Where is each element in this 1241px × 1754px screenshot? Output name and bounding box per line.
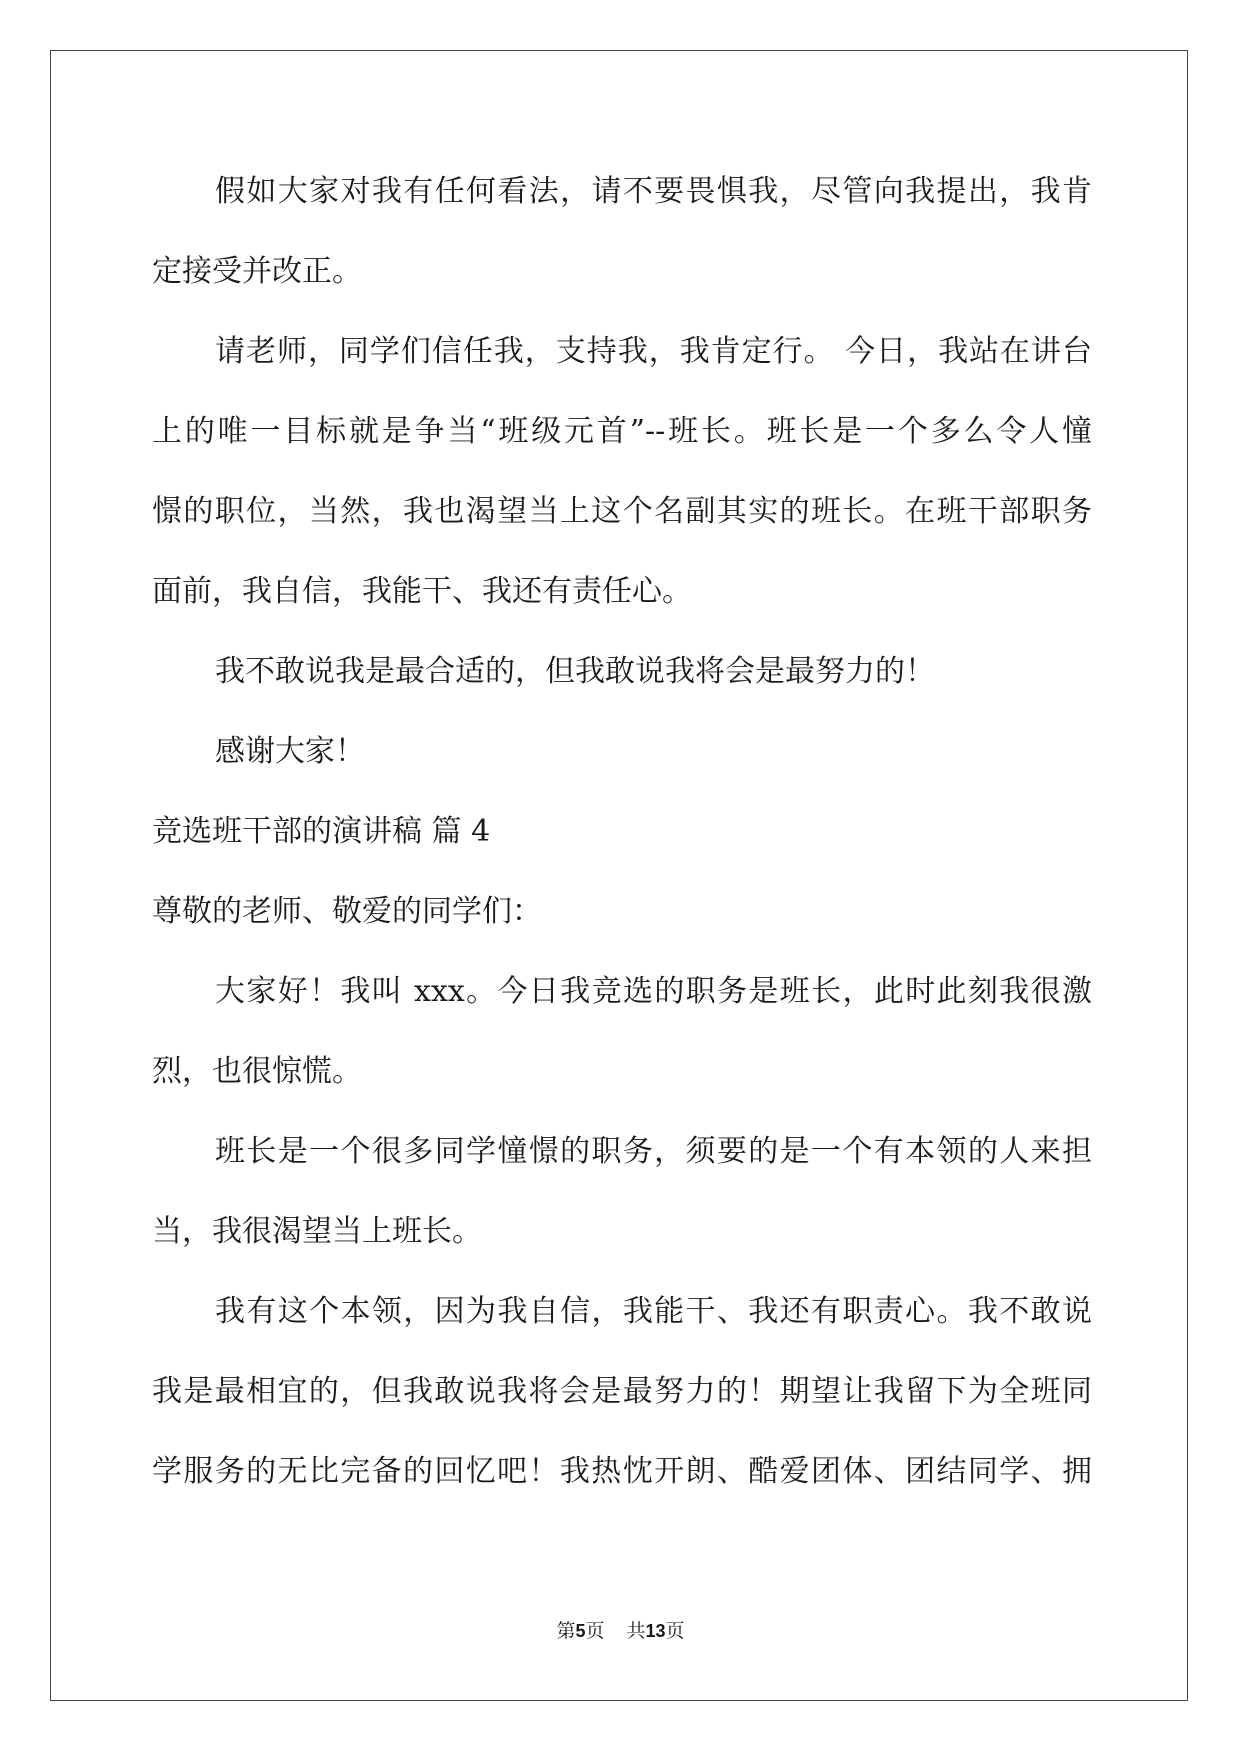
- paragraph-line: 大家好！我叫 xxx。今日我竞选的职务是班长，此时此刻我很激: [215, 974, 1092, 1009]
- paragraph-line: 学服务的无比完备的回忆吧！我热忱开朗、酷爱团体、团结同学、拥: [152, 1454, 1092, 1489]
- salutation: 尊敬的老师、敬爱的同学们：: [152, 894, 542, 929]
- page-current: 5: [575, 1621, 586, 1641]
- paragraph-line: 面前，我自信，我能干、我还有责任心。: [152, 574, 692, 609]
- total-suffix: 页: [665, 1620, 685, 1642]
- paragraph-line: 感谢大家！: [215, 734, 365, 769]
- page-prefix: 第: [556, 1620, 576, 1642]
- page-footer: [0, 1616, 1241, 1643]
- paragraph-line: 上的唯一目标就是争当“班级元首”--班长。班长是一个多么令人憧: [152, 414, 1092, 449]
- paragraph-line: 当，我很渴望当上班长。: [152, 1214, 482, 1249]
- paragraph-line: 班长是一个很多同学憧憬的职务，须要的是一个有本领的人来担: [215, 1134, 1092, 1169]
- paragraph-line: 烈，也很惊慌。: [152, 1054, 362, 1089]
- paragraph-line: 我不敢说我是最合适的，但我敢说我将会是最努力的！: [215, 654, 935, 689]
- page-total: 13: [645, 1621, 666, 1641]
- paragraph-line: 憬的职位，当然，我也渴望当上这个名副其实的班长。在班干部职务: [152, 494, 1092, 529]
- total-prefix: 共: [626, 1620, 646, 1642]
- paragraph-line: 假如大家对我有任何看法，请不要畏惧我，尽管向我提出，我肯: [215, 174, 1092, 209]
- paragraph-line: 定接受并改正。: [152, 254, 362, 289]
- page-suffix: 页: [585, 1620, 605, 1642]
- paragraph-line: 请老师，同学们信任我，支持我，我肯定行。 今日，我站在讲台: [215, 334, 1092, 369]
- section-heading: 竞选班干部的演讲稿 篇 4: [152, 814, 491, 849]
- paragraph-line: 我是最相宜的，但我敢说我将会是最努力的！期望让我留下为全班同: [152, 1374, 1092, 1409]
- paragraph-line: 我有这个本领，因为我自信，我能干、我还有职责心。我不敢说: [215, 1294, 1092, 1329]
